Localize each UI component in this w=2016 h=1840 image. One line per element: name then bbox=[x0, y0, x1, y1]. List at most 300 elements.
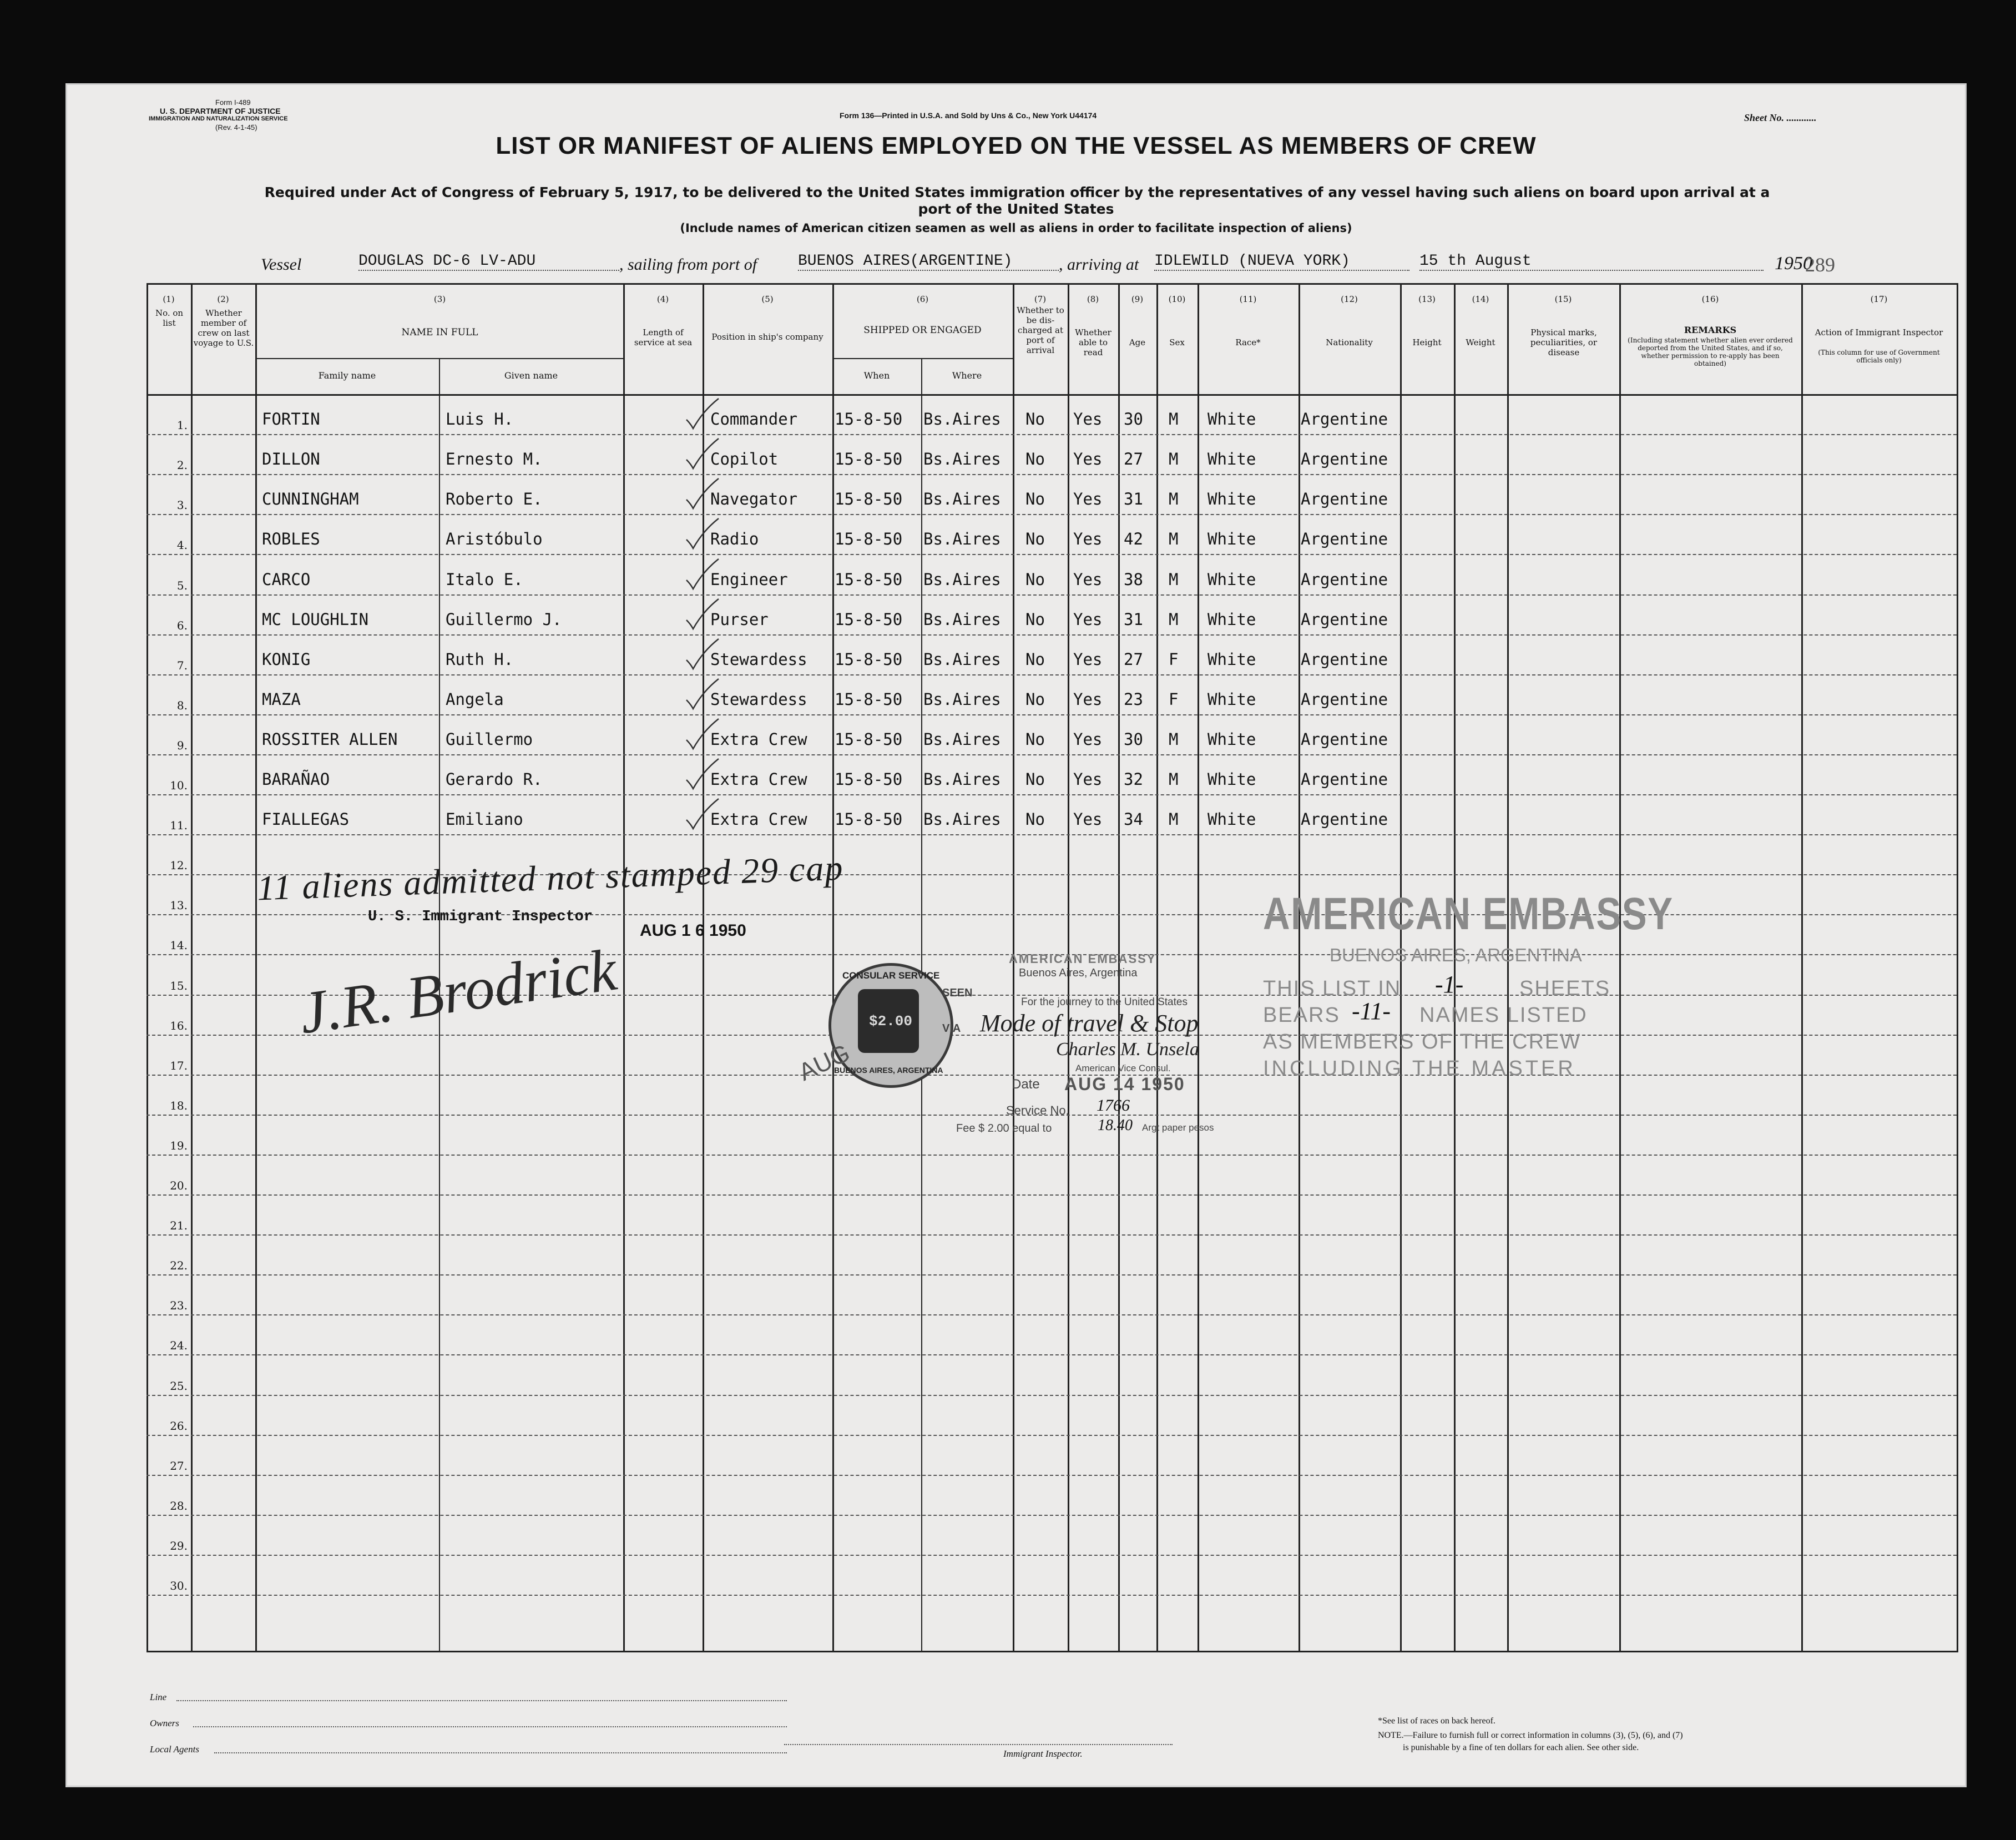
crew-discharged: No bbox=[1025, 770, 1045, 789]
crew-race: White bbox=[1207, 729, 1256, 749]
row-rule bbox=[146, 1354, 1957, 1355]
crew-age: 23 bbox=[1124, 689, 1143, 709]
col-num: (15) bbox=[1554, 294, 1572, 304]
service-check-mark bbox=[684, 798, 720, 831]
header-bottom-border bbox=[146, 394, 1957, 396]
row-number: 2. bbox=[176, 458, 188, 472]
row-number: 28. bbox=[170, 1499, 188, 1513]
service-check-mark bbox=[684, 718, 720, 751]
row-number: 27. bbox=[170, 1459, 188, 1473]
printer-line: Form 136—Printed in U.S.A. and Sold by Uns & Co., New York U44174 bbox=[840, 111, 1097, 120]
service-label: IMMIGRATION AND NATURALIZATION SERVICE bbox=[149, 115, 288, 122]
crew-race: White bbox=[1207, 569, 1256, 589]
row-number: 23. bbox=[170, 1299, 188, 1313]
port-to: IDLEWILD (NUEVA YORK) bbox=[1154, 253, 1409, 271]
crew-read: Yes bbox=[1073, 810, 1103, 829]
col-header-physical-marks: Physical marks, peculiarities, or disease bbox=[1530, 327, 1598, 357]
row-number: 30. bbox=[170, 1579, 188, 1592]
row-rule bbox=[146, 794, 1957, 795]
crew-given: Italo E. bbox=[446, 569, 523, 589]
crew-when: 15-8-50 bbox=[835, 609, 903, 629]
crew-sex: M bbox=[1169, 450, 1179, 469]
col-header-when: When bbox=[863, 370, 890, 381]
crew-nationality: Argentine bbox=[1301, 770, 1388, 789]
row-rule bbox=[146, 1435, 1957, 1436]
embassy-stamp-sheets-end: SHEETS bbox=[1519, 977, 1611, 1000]
crew-position: Engineer bbox=[710, 569, 788, 589]
crew-given: Guillermo J. bbox=[446, 609, 562, 629]
crew-given: Ernesto M. bbox=[446, 450, 543, 469]
subtitle: Required under Act of Congress of February 5, 1917, to be delivered to the United States immigration officer by the representatives of any vessel having such aliens on board upon arrival at a bbox=[264, 184, 1770, 200]
embassy-stamp-names-end: NAMES LISTED bbox=[1419, 1004, 1588, 1027]
table-top-border bbox=[146, 283, 1957, 285]
col-num: (16) bbox=[1701, 294, 1719, 304]
subtitle-port: port of the United States bbox=[918, 201, 1114, 217]
crew-family: DILLON bbox=[262, 450, 320, 469]
crew-sex: M bbox=[1169, 810, 1179, 829]
col-num: (3) bbox=[433, 294, 446, 304]
row-number: 16. bbox=[170, 1019, 188, 1032]
vice-consul-signature: Charles M. Unsela bbox=[1056, 1039, 1199, 1060]
subtitle-note: (Include names of American citizen seamen as well as aliens in order to facilitate inspection of aliens) bbox=[680, 221, 1352, 235]
footer-line-label: Line bbox=[150, 1692, 167, 1702]
col-num: (4) bbox=[656, 294, 669, 304]
consular-via-handwritten: Mode of travel & Stop bbox=[980, 1010, 1199, 1037]
crew-race: White bbox=[1207, 450, 1256, 469]
row-rule bbox=[146, 514, 1957, 515]
row-number: 24. bbox=[170, 1339, 188, 1353]
crew-read: Yes bbox=[1073, 770, 1103, 789]
row-number: 11. bbox=[170, 819, 188, 833]
crew-where: Bs.Aires bbox=[923, 689, 1001, 709]
row-rule bbox=[146, 1475, 1957, 1476]
row-rule bbox=[146, 1155, 1957, 1156]
col-header-shipped: SHIPPED OR ENGAGED bbox=[863, 325, 982, 336]
column-rule bbox=[1298, 283, 1300, 1652]
column-rule bbox=[1400, 283, 1402, 1652]
column-rule bbox=[1507, 283, 1509, 1652]
crew-where: Bs.Aires bbox=[923, 810, 1001, 829]
crew-when: 15-8-50 bbox=[835, 689, 903, 709]
crew-read: Yes bbox=[1073, 569, 1103, 589]
crew-sex: F bbox=[1169, 649, 1179, 669]
crew-when: 15-8-50 bbox=[835, 729, 903, 749]
row-number: 6. bbox=[176, 618, 188, 632]
col-header-sex: Sex bbox=[1169, 337, 1185, 347]
crew-discharged: No bbox=[1025, 530, 1045, 549]
crew-when: 15-8-50 bbox=[835, 810, 903, 829]
col-header-nationality: Nationality bbox=[1326, 337, 1373, 347]
crew-sex: M bbox=[1169, 569, 1179, 589]
col-num: (10) bbox=[1168, 294, 1186, 304]
crew-given: Emiliano bbox=[446, 810, 523, 829]
embassy-stamp-names-count: -11- bbox=[1352, 997, 1391, 1025]
col-num: (1) bbox=[163, 294, 175, 304]
row-number: 15. bbox=[170, 979, 188, 992]
crew-sex: M bbox=[1169, 609, 1179, 629]
column-rule bbox=[1619, 283, 1621, 1652]
col-header-action: Action of Immigrant Inspector bbox=[1815, 327, 1943, 337]
crew-where: Bs.Aires bbox=[923, 649, 1001, 669]
service-no-label: Service No. bbox=[1006, 1103, 1069, 1117]
crew-family: ROBLES bbox=[262, 530, 320, 549]
consular-seal-bottom: BUENOS AIRES, ARGENTINA bbox=[834, 1066, 943, 1075]
sheet-number: Sheet No. ............ bbox=[1744, 112, 1817, 123]
crew-given: Aristóbulo bbox=[446, 530, 543, 549]
crew-position: Purser bbox=[710, 609, 769, 629]
vice-consul-label: American Vice Consul. bbox=[1075, 1063, 1171, 1073]
aug-partial-stamp: AUG bbox=[794, 1039, 855, 1086]
crew-where: Bs.Aires bbox=[923, 530, 1001, 549]
crew-when: 15-8-50 bbox=[835, 770, 903, 789]
column-rule bbox=[1013, 283, 1014, 1652]
consular-seal-top: CONSULAR SERVICE bbox=[842, 970, 940, 981]
row-number: 5. bbox=[176, 578, 188, 592]
service-check-mark bbox=[684, 437, 720, 471]
crew-when: 15-8-50 bbox=[835, 569, 903, 589]
crew-where: Bs.Aires bbox=[923, 729, 1001, 749]
col-num: (7) bbox=[1034, 294, 1047, 304]
form-number: Form I-489 bbox=[215, 98, 251, 107]
crew-given: Angela bbox=[446, 689, 504, 709]
crew-race: White bbox=[1207, 490, 1256, 509]
col-num: (2) bbox=[217, 294, 229, 304]
crew-age: 31 bbox=[1124, 609, 1143, 629]
footer-races-note: *See list of races on back hereof. bbox=[1378, 1716, 1495, 1726]
col-header-race: Race* bbox=[1235, 337, 1261, 347]
crew-family: KONIG bbox=[262, 649, 311, 669]
crew-discharged: No bbox=[1025, 810, 1045, 829]
row-number: 9. bbox=[176, 738, 188, 752]
row-number: 20. bbox=[170, 1179, 188, 1192]
row-rule bbox=[146, 674, 1957, 675]
col-header-read: Whether able to read bbox=[1075, 327, 1111, 357]
crew-sex: M bbox=[1169, 770, 1179, 789]
row-rule bbox=[146, 1395, 1957, 1396]
row-rule bbox=[146, 1194, 1957, 1196]
inspector-date-stamp: AUG 1 6 1950 bbox=[640, 921, 746, 940]
crew-nationality: Argentine bbox=[1301, 569, 1388, 589]
crew-when: 15-8-50 bbox=[835, 410, 903, 429]
row-number: 8. bbox=[176, 698, 188, 712]
crew-discharged: No bbox=[1025, 729, 1045, 749]
crew-read: Yes bbox=[1073, 450, 1103, 469]
crew-race: White bbox=[1207, 649, 1256, 669]
crew-position: Stewardess bbox=[710, 689, 807, 709]
col-num: (5) bbox=[761, 294, 774, 304]
crew-family: CUNNINGHAM bbox=[262, 490, 359, 509]
arrival-date: 15 th August bbox=[1419, 253, 1764, 271]
col-num: (6) bbox=[916, 294, 929, 304]
arriving-label: , arriving at bbox=[1059, 255, 1139, 274]
crew-position: Stewardess bbox=[710, 649, 807, 669]
crew-read: Yes bbox=[1073, 410, 1103, 429]
row-rule bbox=[146, 1274, 1957, 1276]
col-num: (17) bbox=[1870, 294, 1888, 304]
col-num: (13) bbox=[1418, 294, 1436, 304]
embassy-stamp-title: AMERICAN EMBASSY bbox=[1263, 889, 1674, 939]
col-header-remarks: REMARKS bbox=[1684, 325, 1737, 335]
crew-discharged: No bbox=[1025, 490, 1045, 509]
embassy-stamp-sheets-label: THIS LIST IN bbox=[1263, 977, 1402, 1000]
col-header-position: Position in ship's company bbox=[711, 332, 823, 342]
handwritten-admitted-note: 11 aliens admitted not stamped 29 cap bbox=[256, 848, 845, 908]
vessel-label: Vessel bbox=[261, 255, 302, 274]
consular-via: VIA bbox=[942, 1022, 961, 1035]
col-header-discharged: Whether to be dis-charged at port of arrival bbox=[1017, 305, 1064, 355]
row-number: 12. bbox=[170, 859, 188, 873]
crew-family: FIALLEGAS bbox=[262, 810, 350, 829]
crew-position: Extra Crew bbox=[710, 810, 807, 829]
crew-where: Bs.Aires bbox=[923, 410, 1001, 429]
row-number: 18. bbox=[170, 1098, 188, 1112]
footer-owners-label: Owners bbox=[150, 1718, 179, 1728]
column-rule bbox=[623, 283, 625, 1652]
inspector-signature: J.R. Brodrick bbox=[295, 936, 621, 1047]
column-rule bbox=[1156, 283, 1158, 1652]
crew-position: Extra Crew bbox=[710, 729, 807, 749]
crew-nationality: Argentine bbox=[1301, 530, 1388, 549]
row-number: 17. bbox=[170, 1058, 188, 1072]
row-number: 19. bbox=[170, 1138, 188, 1152]
crew-age: 30 bbox=[1124, 410, 1143, 429]
row-number: 13. bbox=[170, 899, 188, 913]
row-number: 22. bbox=[170, 1259, 188, 1273]
crew-age: 27 bbox=[1124, 649, 1143, 669]
consular-seal bbox=[828, 963, 953, 1088]
crew-position: Radio bbox=[710, 530, 759, 549]
vessel-name: DOUGLAS DC-6 LV-ADU bbox=[358, 253, 619, 271]
col-header-family-name: Family name bbox=[318, 370, 376, 381]
page-title: LIST OR MANIFEST OF ALIENS EMPLOYED ON THE VESSEL AS MEMBERS OF CREW bbox=[496, 132, 1537, 159]
col-header-action-note: (This column for use of Government officials only) bbox=[1818, 349, 1940, 364]
col-num: (8) bbox=[1087, 294, 1099, 304]
footer-inspector-rule bbox=[784, 1744, 1173, 1745]
crew-age: 31 bbox=[1124, 490, 1143, 509]
crew-nationality: Argentine bbox=[1301, 609, 1388, 629]
service-no-value: 1766 bbox=[1097, 1096, 1130, 1115]
crew-nationality: Argentine bbox=[1301, 689, 1388, 709]
crew-discharged: No bbox=[1025, 410, 1045, 429]
row-number: 4. bbox=[176, 538, 188, 552]
fee-suffix: Argt paper pesos bbox=[1142, 1122, 1214, 1133]
column-rule bbox=[146, 283, 148, 1652]
row-rule bbox=[146, 1595, 1957, 1596]
crew-where: Bs.Aires bbox=[923, 490, 1001, 509]
embassy-stamp-bears-label: BEARS bbox=[1263, 1004, 1340, 1027]
column-rule bbox=[255, 283, 257, 1652]
consular-journey: For the journey to the United States bbox=[1021, 996, 1188, 1008]
crew-family: CARCO bbox=[262, 569, 311, 589]
arrival-year: 1950 bbox=[1775, 253, 1812, 274]
column-rule bbox=[1801, 283, 1803, 1652]
crew-given: Luis H. bbox=[446, 410, 514, 429]
consular-date-value: AUG 14 1950 bbox=[1064, 1074, 1185, 1094]
col-header-height: Height bbox=[1412, 337, 1442, 347]
crew-nationality: Argentine bbox=[1301, 729, 1388, 749]
department-label: U. S. DEPARTMENT OF JUSTICE bbox=[160, 107, 281, 115]
footer-inspector-label: Immigrant Inspector. bbox=[1003, 1748, 1083, 1759]
crew-when: 15-8-50 bbox=[835, 490, 903, 509]
row-number: 29. bbox=[170, 1539, 188, 1552]
crew-nationality: Argentine bbox=[1301, 810, 1388, 829]
crew-position: Extra Crew bbox=[710, 770, 807, 789]
crew-family: MC LOUGHLIN bbox=[262, 609, 369, 629]
crew-discharged: No bbox=[1025, 450, 1045, 469]
inspector-label: U. S. Immigrant Inspector bbox=[368, 909, 593, 925]
crew-age: 32 bbox=[1124, 770, 1143, 789]
row-number: 1. bbox=[176, 419, 188, 432]
manifest-sheet bbox=[65, 83, 1967, 1787]
row-rule bbox=[146, 714, 1957, 715]
col-header-name: NAME IN FULL bbox=[401, 327, 478, 338]
service-check-mark bbox=[684, 758, 720, 791]
row-rule bbox=[146, 474, 1957, 475]
service-check-mark bbox=[684, 598, 720, 631]
crew-where: Bs.Aires bbox=[923, 609, 1001, 629]
row-rule bbox=[146, 1555, 1957, 1556]
crew-read: Yes bbox=[1073, 729, 1103, 749]
crew-when: 15-8-50 bbox=[835, 450, 903, 469]
table-bottom-border bbox=[146, 1651, 1957, 1652]
crew-nationality: Argentine bbox=[1301, 410, 1388, 429]
consular-date-label: Date bbox=[1012, 1077, 1040, 1092]
crew-where: Bs.Aires bbox=[923, 569, 1001, 589]
sailing-label: , sailing from port of bbox=[619, 255, 757, 274]
crew-race: White bbox=[1207, 530, 1256, 549]
row-rule bbox=[146, 1234, 1957, 1236]
service-check-mark bbox=[684, 558, 720, 591]
col-num: (14) bbox=[1472, 294, 1489, 304]
shipped-subheader-rule bbox=[832, 358, 1014, 359]
crew-sex: M bbox=[1169, 490, 1179, 509]
crew-read: Yes bbox=[1073, 689, 1103, 709]
crew-position: Navegator bbox=[710, 490, 798, 509]
crew-nationality: Argentine bbox=[1301, 450, 1388, 469]
col-header-where: Where bbox=[952, 370, 982, 381]
revision-label: (Rev. 4-1-45) bbox=[215, 123, 257, 132]
consular-seen: SEEN bbox=[942, 987, 973, 999]
fee-value: 18.40 bbox=[1098, 1117, 1133, 1134]
row-rule bbox=[146, 1314, 1957, 1315]
service-check-mark bbox=[684, 477, 720, 511]
row-rule bbox=[146, 634, 1957, 636]
crew-position: Commander bbox=[710, 410, 798, 429]
crew-discharged: No bbox=[1025, 609, 1045, 629]
col-header-last-voyage: Whether member of crew on last voyage to U.S. bbox=[193, 308, 254, 348]
row-number: 26. bbox=[170, 1419, 188, 1433]
embassy-stamp-city: BUENOS AIRES, ARGENTINA bbox=[1330, 945, 1582, 965]
row-number: 21. bbox=[170, 1219, 188, 1233]
crew-where: Bs.Aires bbox=[923, 770, 1001, 789]
name-subheader-rule bbox=[255, 358, 624, 359]
column-rule bbox=[1198, 283, 1199, 1652]
crew-sex: M bbox=[1169, 410, 1179, 429]
row-rule bbox=[146, 594, 1957, 596]
col-header-weight: Weight bbox=[1466, 337, 1495, 347]
row-number: 25. bbox=[170, 1379, 188, 1393]
embassy-stamp-master: INCLUDING THE MASTER bbox=[1263, 1057, 1576, 1080]
footer-agents-rule bbox=[214, 1752, 787, 1753]
crew-race: White bbox=[1207, 810, 1256, 829]
footer-note-2: is punishable by a fine of ten dollars for each alien. See other side. bbox=[1403, 1743, 1639, 1752]
row-number: 10. bbox=[170, 779, 188, 792]
row-rule bbox=[146, 434, 1957, 435]
crew-family: MAZA bbox=[262, 689, 301, 709]
row-number: 14. bbox=[170, 939, 188, 952]
row-rule bbox=[146, 554, 1957, 555]
crew-family: BARAÑAO bbox=[262, 770, 330, 789]
consular-city-small: Buenos Aires, Argentina bbox=[1019, 967, 1138, 979]
crew-sex: M bbox=[1169, 530, 1179, 549]
row-number: 7. bbox=[176, 658, 188, 672]
port-from: BUENOS AIRES(ARGENTINE) bbox=[798, 253, 1059, 271]
crew-age: 38 bbox=[1124, 569, 1143, 589]
crew-read: Yes bbox=[1073, 490, 1103, 509]
col-header-no: No. on list bbox=[155, 308, 184, 328]
crew-sex: M bbox=[1169, 729, 1179, 749]
footer-agents-label: Local Agents bbox=[150, 1744, 199, 1755]
col-num: (9) bbox=[1131, 294, 1144, 304]
service-check-mark bbox=[684, 638, 720, 671]
row-rule bbox=[146, 1075, 1957, 1076]
column-rule bbox=[832, 283, 834, 1652]
crew-race: White bbox=[1207, 609, 1256, 629]
footer-line-rule bbox=[176, 1700, 787, 1701]
col-num: (12) bbox=[1341, 294, 1358, 304]
consular-seal-value: $2.00 bbox=[869, 1013, 913, 1030]
service-check-mark bbox=[684, 517, 720, 551]
col-num: (11) bbox=[1239, 294, 1257, 304]
row-rule bbox=[146, 1515, 1957, 1516]
crew-age: 27 bbox=[1124, 450, 1143, 469]
footer-note-1: NOTE.—Failure to furnish full or correct information in columns (3), (5), (6), and (7) bbox=[1378, 1731, 1683, 1740]
crew-read: Yes bbox=[1073, 530, 1103, 549]
crew-position: Copilot bbox=[710, 450, 779, 469]
column-rule bbox=[1454, 283, 1456, 1652]
embassy-stamp-crew: AS MEMBERS OF THE CREW bbox=[1263, 1030, 1582, 1053]
col-header-given-name: Given name bbox=[504, 370, 558, 381]
crew-nationality: Argentine bbox=[1301, 649, 1388, 669]
crew-given: Guillermo bbox=[446, 729, 533, 749]
col-header-remarks-note: (Including statement whether alien ever ordered deported from the United States, and if so, whether permission to re-apply has been obtained) bbox=[1628, 336, 1793, 367]
footer-owners-rule bbox=[193, 1726, 787, 1727]
service-check-mark bbox=[684, 678, 720, 711]
fee-label: Fee $ 2.00 equal to bbox=[956, 1122, 1052, 1135]
row-rule bbox=[146, 834, 1957, 835]
column-rule bbox=[191, 283, 193, 1652]
crew-given: Ruth H. bbox=[446, 649, 514, 669]
crew-discharged: No bbox=[1025, 689, 1045, 709]
crew-family: FORTIN bbox=[262, 410, 320, 429]
crew-given: Roberto E. bbox=[446, 490, 543, 509]
consular-embassy-small: AMERICAN EMBASSY bbox=[1009, 952, 1156, 966]
embassy-stamp-sheets-count: -1- bbox=[1435, 971, 1464, 998]
row-number: 3. bbox=[176, 498, 188, 512]
crew-age: 30 bbox=[1124, 729, 1143, 749]
crew-discharged: No bbox=[1025, 649, 1045, 669]
crew-family: ROSSITER ALLEN bbox=[262, 729, 398, 749]
crew-nationality: Argentine bbox=[1301, 490, 1388, 509]
crew-given: Gerardo R. bbox=[446, 770, 543, 789]
crew-sex: F bbox=[1169, 689, 1179, 709]
crew-discharged: No bbox=[1025, 569, 1045, 589]
crew-race: White bbox=[1207, 770, 1256, 789]
crew-age: 34 bbox=[1124, 810, 1143, 829]
service-check-mark bbox=[684, 397, 720, 431]
column-rule bbox=[1957, 283, 1958, 1652]
col-header-service: Length of service at sea bbox=[634, 327, 693, 347]
